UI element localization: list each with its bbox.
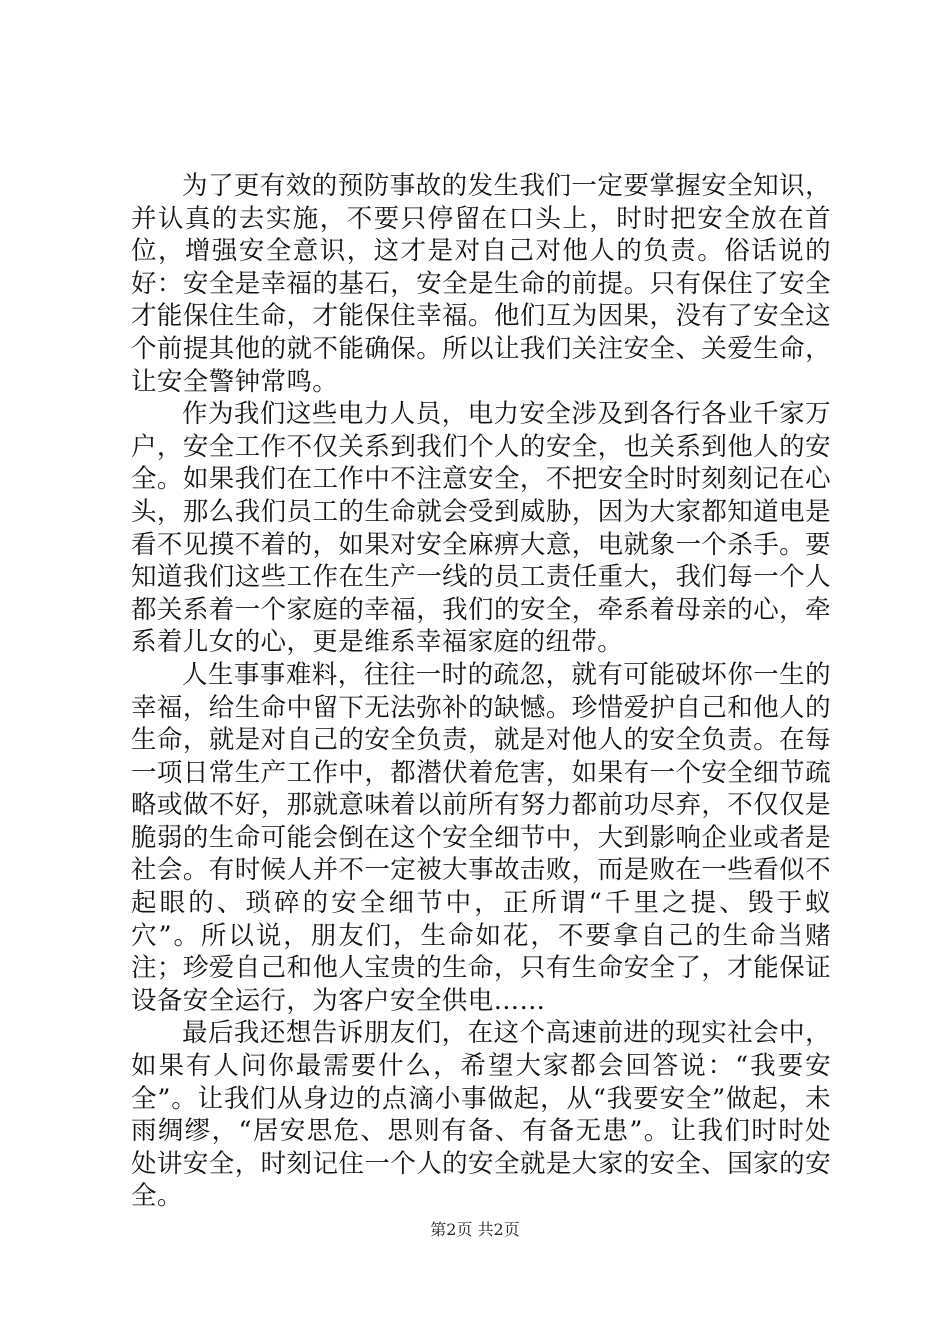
- page-footer: [0, 1219, 950, 1241]
- paragraph-2: 作为我们这些电力人员，电力安全涉及到各行各业千家万户，安全工作不仅关系到我们个人的安全，也关系到他人的安全。如果我们在工作中不注意安全，不把安全时时刻刻记在心头，那么我们员工的生命就会受到威胁，因为大家都知道电是看不见摸不着的，如果对安全麻痹大意，电就象一个杀手。要知道我们这些工作在生产一线的员工责任重大，我们每一个人都关系着一个家庭的幸福，我们的安全，牵系着母亲的心，牵系着儿女的心，更是维系幸福家庭的纽带。: [131, 399, 831, 658]
- document-body: [131, 170, 831, 1213]
- page-number: 第2页 共2页: [430, 1220, 520, 1239]
- paragraph-1: 为了更有效的预防事故的发生我们一定要掌握安全知识，并认真的去实施，不要只停留在口头上，时时把安全放在首位，增强安全意识，这才是对自己对他人的负责。俗话说的好：安全是幸福的基石，安全是生命的前提。只有保住了安全才能保住生命，才能保住幸福。他们互为因果，没有了安全这个前提其他的就不能确保。所以让我们关注安全、关爱生命，让安全警钟常鸣。: [131, 171, 831, 397]
- paragraph-3: 人生事事难料，往往一时的疏忽，就有可能破坏你一生的幸福，给生命中留下无法弥补的缺憾。珍惜爱护自己和他人的生命，就是对自己的安全负责，就是对他人的安全负责。在每一项日常生产工作中，都潜伏着危害，如果有一个安全细节疏略或做不好，那就意味着以前所有努力都前功尽弃，不仅仅是脆弱的生命可能会倒在这个安全细节中，大到影响企业或者是社会。有时候人并不一定被大事故击败，而是败在一些看似不起眼的、琐碎的安全细节中，正所谓“千里之提、毁于蚁穴”。所以说，朋友们，生命如花，不要拿自己的生命当赌注；珍爱自己和他人宝贵的生命，只有生命安全了，才能保证设备安全运行，为客户安全供电……: [131, 659, 831, 1016]
- paragraph-4: 最后我还想告诉朋友们，在这个高速前进的现实社会中，如果有人问你最需要什么，希望大家都会回答说：“我要安全”。让我们从身边的点滴小事做起，从“我要安全”做起，未雨绸缪，“居安思危、思则有备、有备无患”。让我们时时处处讲安全，时刻记住一个人的安全就是大家的安全、国家的安全。: [131, 1018, 831, 1212]
